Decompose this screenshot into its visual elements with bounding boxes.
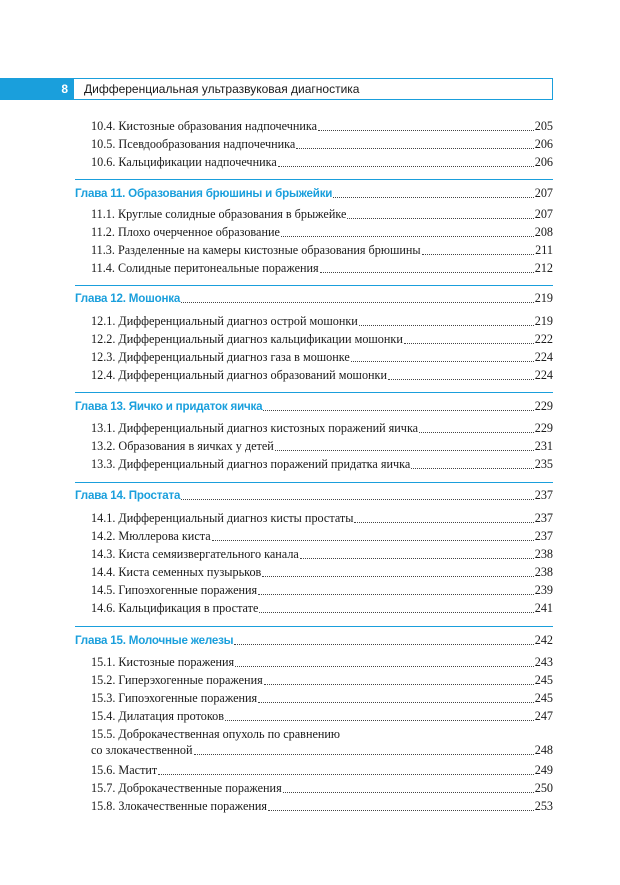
leader-dots bbox=[225, 720, 534, 721]
toc-entry-page: 206 bbox=[534, 137, 553, 151]
leader-dots bbox=[262, 576, 533, 577]
toc-entry-page: 212 bbox=[534, 261, 553, 275]
toc-entry-title: 14.3. Киста семяизвергательного канала bbox=[91, 547, 299, 561]
toc-entry[interactable] bbox=[91, 690, 553, 707]
toc-entry-title: 15.3. Гипоэхогенные поражения bbox=[91, 691, 258, 705]
toc-entry[interactable] bbox=[91, 546, 553, 563]
toc-entry-page: 238 bbox=[534, 565, 553, 579]
toc-chapter-11[interactable] bbox=[75, 185, 553, 202]
toc-entry[interactable] bbox=[91, 260, 553, 277]
toc-entry-title: 12.3. Дифференциальный диагноз газа в мошонке bbox=[91, 350, 350, 364]
toc-entry[interactable] bbox=[91, 600, 553, 617]
leader-dots bbox=[351, 361, 534, 362]
toc-entry-page: 253 bbox=[534, 799, 553, 813]
toc-entry-page: 224 bbox=[534, 350, 553, 364]
toc-chapter-title: Глава 15. Молочные железы bbox=[75, 634, 234, 647]
running-title: Дифференциальная ультразвуковая диагностика bbox=[84, 82, 360, 96]
toc-entry-title: 12.2. Дифференциальный диагноз кальцификации мошонки bbox=[91, 332, 403, 346]
toc-entry[interactable] bbox=[91, 672, 553, 689]
leader-dots bbox=[275, 450, 534, 451]
leader-dots bbox=[347, 218, 533, 219]
toc-entry[interactable] bbox=[91, 367, 553, 384]
toc-entry-title: 15.1. Кистозные поражения bbox=[91, 655, 235, 669]
leader-dots bbox=[296, 148, 533, 149]
toc-entry[interactable] bbox=[91, 313, 553, 330]
chapter-divider bbox=[75, 285, 553, 286]
chapter-divider bbox=[75, 179, 553, 180]
toc-entry-page: 239 bbox=[534, 583, 553, 597]
toc-entry-title: 12.4. Дифференциальный диагноз образований мошонки bbox=[91, 368, 388, 382]
toc-entry-title: 13.1. Дифференциальный диагноз кистозных поражений яичка bbox=[91, 421, 419, 435]
toc-chapter-title: Глава 13. Яичко и придаток яичка bbox=[75, 400, 263, 413]
toc-entry-first-line[interactable] bbox=[91, 726, 553, 743]
toc-entry[interactable] bbox=[91, 118, 553, 135]
toc-entry-title: 15.6. Мастит bbox=[91, 763, 158, 777]
toc-entry[interactable] bbox=[91, 742, 553, 759]
leader-dots bbox=[281, 236, 534, 237]
toc-entry[interactable] bbox=[91, 510, 553, 527]
toc-entry[interactable] bbox=[91, 582, 553, 599]
toc-chapter-15[interactable] bbox=[75, 632, 553, 649]
toc-entry[interactable] bbox=[91, 456, 553, 473]
toc-entry-title: 10.6. Кальцификации надпочечника bbox=[91, 155, 277, 169]
leader-dots bbox=[320, 272, 534, 273]
toc-entry-page: 222 bbox=[534, 332, 553, 346]
toc-entry-page: 208 bbox=[534, 225, 553, 239]
toc-entry-page: 224 bbox=[534, 368, 553, 382]
toc-entry-page: 235 bbox=[534, 457, 553, 471]
toc-entry[interactable] bbox=[91, 224, 553, 241]
toc-entry[interactable] bbox=[91, 420, 553, 437]
toc-entry-page: 238 bbox=[534, 547, 553, 561]
toc-chapter-page: 207 bbox=[534, 186, 553, 200]
toc-entry-page: 205 bbox=[534, 119, 553, 133]
toc-entry-title: 14.2. Мюллерова киста bbox=[91, 529, 211, 543]
toc-entry-title: 15.4. Дилатация протоков bbox=[91, 709, 224, 723]
toc-entry-title: 14.4. Киста семенных пузырьков bbox=[91, 565, 262, 579]
toc-entry[interactable] bbox=[91, 349, 553, 366]
chapter-divider bbox=[75, 626, 553, 627]
toc-chapter-title: Глава 12. Мошонка bbox=[75, 292, 181, 305]
leader-dots bbox=[268, 810, 534, 811]
leader-dots bbox=[283, 792, 534, 793]
toc-chapter-14[interactable] bbox=[75, 487, 553, 504]
leader-dots bbox=[278, 166, 534, 167]
leader-dots bbox=[300, 558, 534, 559]
toc-entry-page: 207 bbox=[534, 207, 553, 221]
leader-dots bbox=[264, 684, 534, 685]
toc-chapter-title: Глава 14. Простата bbox=[75, 489, 181, 502]
leader-dots bbox=[259, 612, 533, 613]
toc-entry[interactable] bbox=[91, 564, 553, 581]
toc-entry-title: 13.2. Образования в яичках у детей bbox=[91, 439, 274, 453]
toc-entry-title: 14.5. Гипоэхогенные поражения bbox=[91, 583, 258, 597]
chapter-divider bbox=[75, 482, 553, 483]
leader-dots bbox=[388, 379, 534, 380]
toc-entry-page: 248 bbox=[534, 743, 553, 757]
leader-dots bbox=[359, 325, 534, 326]
leader-dots bbox=[318, 130, 534, 131]
toc-entry-page: 237 bbox=[534, 529, 553, 543]
toc-chapter-page: 219 bbox=[534, 291, 553, 305]
leader-dots bbox=[194, 754, 534, 755]
toc-entry[interactable] bbox=[91, 242, 553, 259]
toc-entry-title: 13.3. Дифференциальный диагноз поражений придатка яичка bbox=[91, 457, 411, 471]
leader-dots bbox=[354, 522, 533, 523]
leader-dots bbox=[422, 254, 535, 255]
toc-entry-page: 219 bbox=[534, 314, 553, 328]
toc-entry-title: 11.3. Разделенные на камеры кистозные образования брюшины bbox=[91, 243, 421, 257]
toc-entry-title-continued: со злокачественной bbox=[91, 743, 193, 757]
leader-dots bbox=[404, 343, 534, 344]
leader-dots bbox=[419, 432, 534, 433]
toc-entry-title: 11.4. Солидные перитонеальные поражения bbox=[91, 261, 319, 275]
toc-entry-page: 245 bbox=[534, 673, 553, 687]
toc-entry-page: 243 bbox=[534, 655, 553, 669]
toc-entry[interactable] bbox=[91, 780, 553, 797]
toc-entry-page: 231 bbox=[534, 439, 553, 453]
chapter-divider bbox=[75, 392, 553, 393]
toc-entry-title: 12.1. Дифференциальный диагноз острой мошонки bbox=[91, 314, 358, 328]
toc-entry[interactable] bbox=[91, 206, 553, 223]
leader-dots bbox=[333, 197, 534, 198]
leader-dots bbox=[258, 702, 534, 703]
toc-entry-page: 250 bbox=[534, 781, 553, 795]
toc-entry[interactable] bbox=[91, 154, 553, 171]
leader-dots bbox=[181, 302, 534, 303]
toc-entry-page: 247 bbox=[534, 709, 553, 723]
toc-entry-title: 14.6. Кальцификация в простате bbox=[91, 601, 259, 615]
toc-chapter-page: 229 bbox=[534, 399, 553, 413]
toc-chapter-page: 237 bbox=[534, 488, 553, 502]
toc-chapter-page: 242 bbox=[534, 633, 553, 647]
toc-entry-page: 237 bbox=[534, 511, 553, 525]
toc-entry-title: 10.5. Псевдообразования надпочечника bbox=[91, 137, 296, 151]
toc-entry-page: 211 bbox=[535, 243, 553, 257]
toc-entry-page: 206 bbox=[534, 155, 553, 169]
leader-dots bbox=[181, 499, 533, 500]
page-number: 8 bbox=[0, 78, 74, 100]
toc-entry-page: 249 bbox=[534, 763, 553, 777]
toc-entry[interactable] bbox=[91, 798, 553, 815]
toc-entry-title: 15.5. Доброкачественная опухоль по сравнению bbox=[91, 727, 341, 741]
leader-dots bbox=[234, 644, 533, 645]
toc-entry[interactable] bbox=[91, 438, 553, 455]
toc-entry[interactable] bbox=[91, 136, 553, 153]
running-header bbox=[0, 78, 553, 100]
toc-entry[interactable] bbox=[91, 762, 553, 779]
toc-entry[interactable] bbox=[91, 528, 553, 545]
toc-entry-title: 11.2. Плохо очерченное образование bbox=[91, 225, 280, 239]
toc-entry-title: 15.7. Доброкачественные поражения bbox=[91, 781, 282, 795]
leader-dots bbox=[411, 468, 533, 469]
leader-dots bbox=[158, 774, 533, 775]
leader-dots bbox=[258, 594, 534, 595]
toc-chapter-title: Глава 11. Образования брюшины и брыжейки bbox=[75, 187, 333, 200]
leader-dots bbox=[263, 410, 533, 411]
toc-entry-title: 14.1. Дифференциальный диагноз кисты простаты bbox=[91, 511, 354, 525]
toc-entry[interactable] bbox=[91, 331, 553, 348]
toc-entry-title: 15.2. Гиперэхогенные поражения bbox=[91, 673, 263, 687]
toc-chapter-12[interactable] bbox=[75, 290, 553, 307]
toc-entry-page: 241 bbox=[534, 601, 553, 615]
toc-entry-title: 10.4. Кистозные образования надпочечника bbox=[91, 119, 318, 133]
leader-dots bbox=[235, 666, 534, 667]
toc-entry[interactable] bbox=[91, 708, 553, 725]
toc-entry-page: 229 bbox=[534, 421, 553, 435]
toc-entry-title: 11.1. Круглые солидные образования в брыжейке bbox=[91, 207, 347, 221]
toc-chapter-13[interactable] bbox=[75, 398, 553, 415]
leader-dots bbox=[212, 540, 534, 541]
toc-entry-page: 245 bbox=[534, 691, 553, 705]
toc-entry-title: 15.8. Злокачественные поражения bbox=[91, 799, 267, 813]
toc-entry[interactable] bbox=[91, 654, 553, 671]
